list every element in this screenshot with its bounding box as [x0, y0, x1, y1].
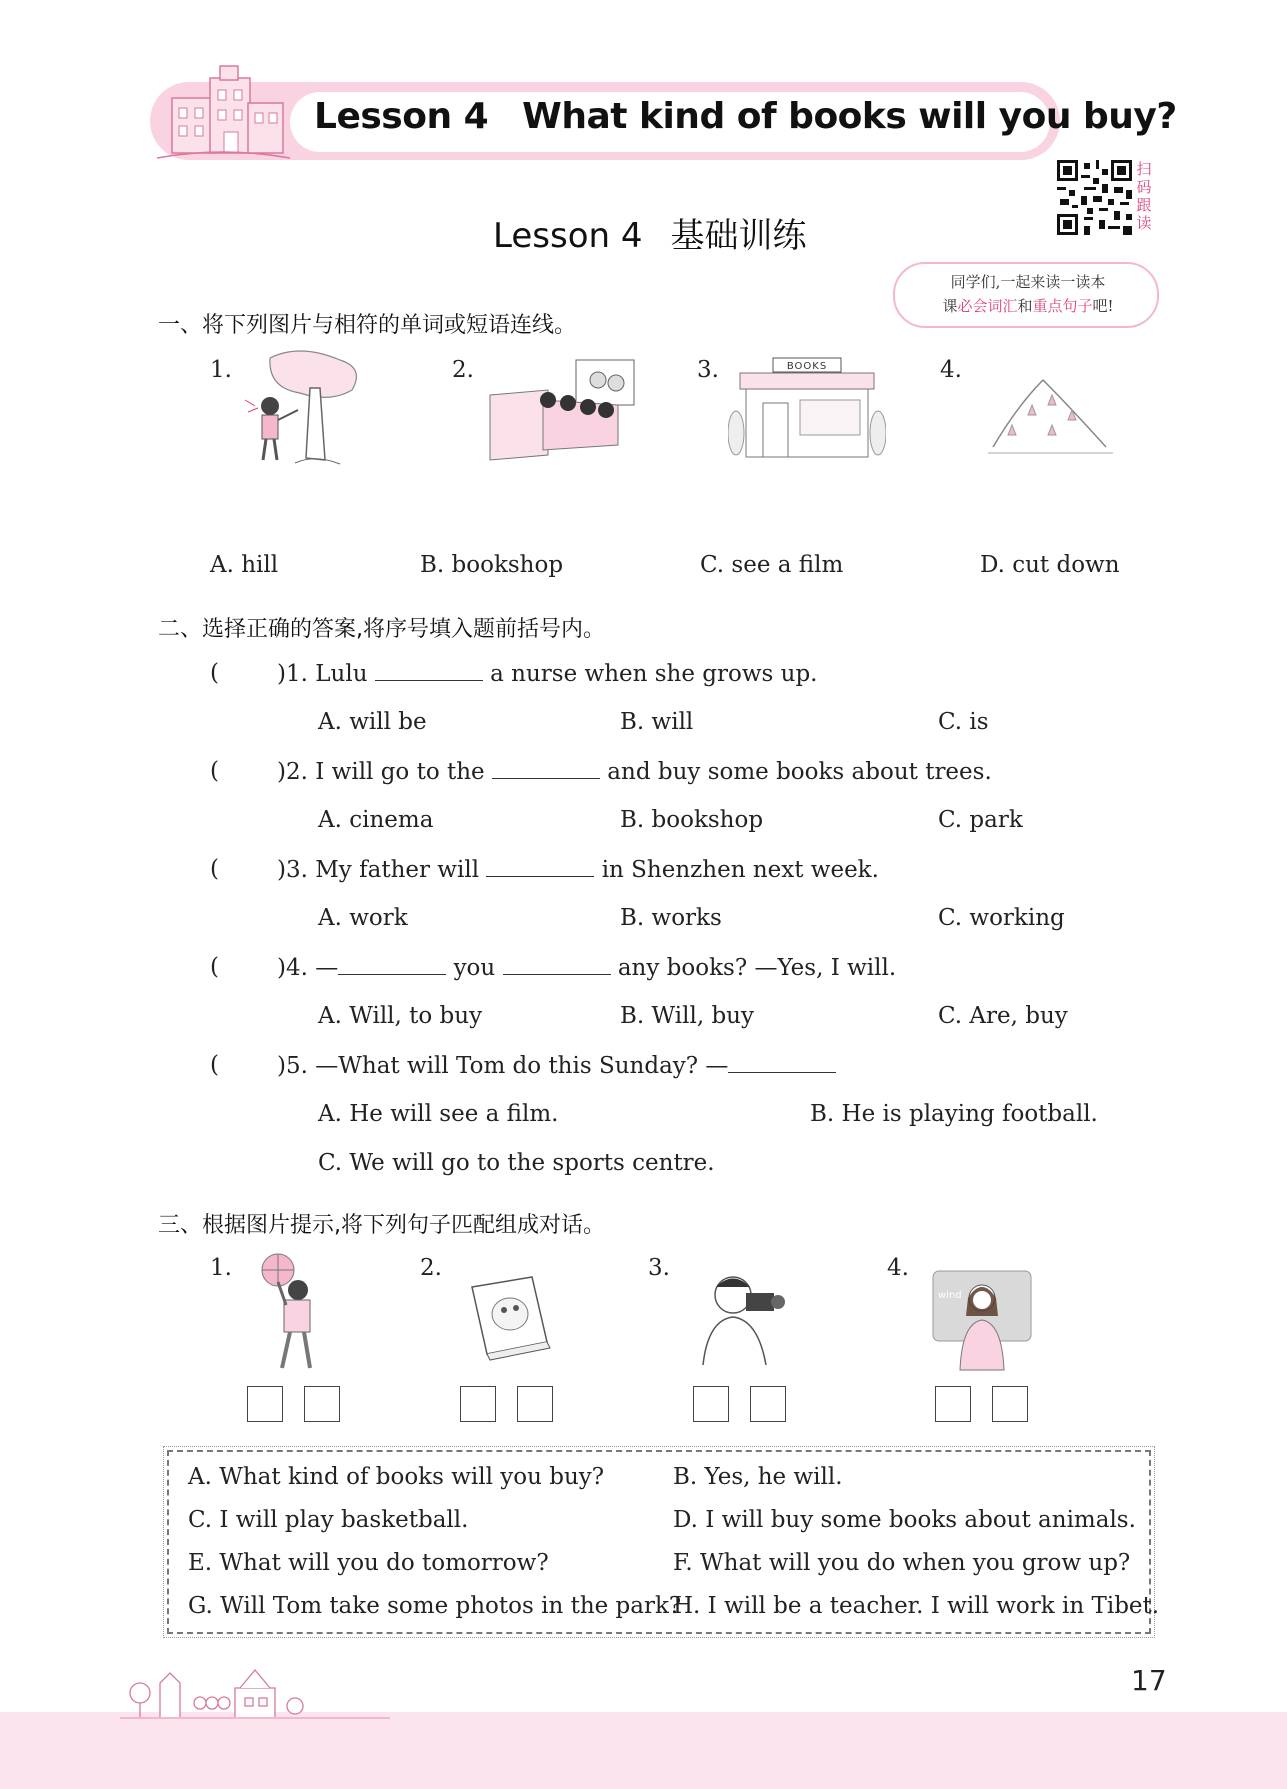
answer-paren-open: (	[210, 856, 219, 882]
subtitle-name: 基础训练	[670, 216, 807, 256]
page-subtitle	[493, 208, 806, 257]
sentence-option: B. Yes, he will.	[673, 1464, 843, 1490]
answer-box[interactable]	[750, 1386, 786, 1422]
answer-paren-close: )	[277, 857, 286, 883]
tip-bubble-text	[905, 270, 1151, 318]
question-number: 5.	[285, 1053, 308, 1079]
match-option: C. see a film	[700, 552, 844, 578]
sentence-option: G. Will Tom take some photos in the park?	[188, 1593, 682, 1619]
question-number: 3.	[285, 857, 308, 883]
tip-vocab: 必会词汇	[957, 297, 1018, 315]
animal-book-picture	[462, 1272, 554, 1364]
sentence-option: D. I will buy some books about animals.	[673, 1507, 1136, 1533]
question-text: —	[315, 955, 339, 981]
picture-number: 3.	[697, 357, 719, 383]
question-number: 1.	[285, 661, 308, 687]
answer-blank[interactable]	[503, 954, 611, 975]
cut-down-tree-picture	[240, 348, 370, 473]
question-1	[277, 660, 818, 687]
picture-number: 3.	[648, 1255, 670, 1281]
town-decoration-icon	[120, 1648, 390, 1720]
answer-paren-open: (	[210, 1052, 219, 1078]
question-number: 2.	[285, 759, 308, 785]
answer-box[interactable]	[460, 1386, 496, 1422]
tip-text: 课	[942, 297, 958, 315]
answer-paren-open: (	[210, 954, 219, 980]
choice-option: A. He will see a film.	[318, 1101, 559, 1127]
question-text: —What will Tom do this Sunday? —	[315, 1053, 729, 1079]
choice-option: B. Will, buy	[620, 1003, 754, 1029]
choice-option: A. work	[318, 905, 408, 931]
sentence-option: A. What kind of books will you buy?	[188, 1464, 605, 1490]
question-text: in Shenzhen next week.	[601, 857, 879, 883]
answer-blank[interactable]	[492, 758, 600, 779]
match-option: D. cut down	[980, 552, 1120, 578]
question-text: I will go to the	[315, 759, 485, 785]
board-word: wind	[938, 1290, 962, 1301]
choice-option: C. is	[938, 709, 989, 735]
answer-box[interactable]	[304, 1386, 340, 1422]
picture-number: 4.	[887, 1255, 909, 1281]
section-2-heading: 二、选择正确的答案,将序号填入题前括号内。	[158, 617, 605, 642]
question-2	[277, 758, 992, 785]
choice-option: C. working	[938, 905, 1065, 931]
answer-paren-open: (	[210, 758, 219, 784]
scan-label: 扫码跟读	[1136, 160, 1152, 232]
answer-box[interactable]	[935, 1386, 971, 1422]
choice-option: C. Are, buy	[938, 1003, 1068, 1029]
section-3-heading: 三、根据图片提示,将下列句子匹配组成对话。	[158, 1213, 605, 1238]
lesson-name: What kind of books will you buy?	[522, 96, 1177, 137]
match-option: B. bookshop	[420, 552, 564, 578]
tip-line-1: 同学们,一起来读一读本	[950, 273, 1106, 291]
bookshop-sign: BOOKS	[786, 361, 828, 372]
question-3	[277, 856, 879, 883]
question-5	[277, 1052, 836, 1079]
answer-paren-close: )	[277, 1053, 286, 1079]
choice-option: B. will	[620, 709, 694, 735]
question-text: any books? —Yes, I will.	[617, 955, 897, 981]
answer-blank[interactable]	[728, 1052, 836, 1073]
hill-picture	[988, 365, 1113, 460]
teacher-picture	[930, 1268, 1035, 1373]
answer-paren-close: )	[277, 955, 286, 981]
choice-option: C. We will go to the sports centre.	[318, 1150, 715, 1176]
bookshop-picture	[728, 355, 886, 465]
sentence-option: F. What will you do when you grow up?	[673, 1550, 1131, 1576]
answer-blank[interactable]	[375, 660, 483, 681]
answer-box[interactable]	[992, 1386, 1028, 1422]
choice-option: B. He is playing football.	[810, 1101, 1098, 1127]
sentence-option: E. What will you do tomorrow?	[188, 1550, 549, 1576]
answer-blank[interactable]	[338, 954, 446, 975]
question-text: Lulu	[315, 661, 368, 687]
photographer-picture	[688, 1265, 798, 1370]
choice-option: B. bookshop	[620, 807, 764, 833]
answer-box[interactable]	[247, 1386, 283, 1422]
sentence-option: C. I will play basketball.	[188, 1507, 469, 1533]
picture-number: 2.	[452, 357, 474, 383]
question-4	[277, 954, 896, 981]
answer-paren-close: )	[277, 759, 286, 785]
subtitle-lesson: Lesson 4	[493, 216, 643, 256]
basketball-boy-picture	[250, 1250, 340, 1380]
qr-code-icon[interactable]	[1057, 160, 1132, 235]
answer-box[interactable]	[693, 1386, 729, 1422]
choice-option: B. works	[620, 905, 722, 931]
picture-number: 2.	[420, 1255, 442, 1281]
lesson-label: Lesson 4	[314, 96, 489, 137]
picture-number: 1.	[210, 357, 232, 383]
question-text: you	[453, 955, 496, 981]
picture-number: 4.	[940, 357, 962, 383]
answer-blank[interactable]	[486, 856, 594, 877]
section-1-heading: 一、将下列图片与相符的单词或短语连线。	[158, 313, 577, 338]
choice-option: C. park	[938, 807, 1023, 833]
tip-and: 和	[1017, 297, 1033, 315]
choice-option: A. cinema	[318, 807, 434, 833]
sentence-option: H. I will be a teacher. I will work in Tibet.	[673, 1593, 1160, 1619]
school-building-icon	[152, 58, 292, 168]
answer-paren-close: )	[277, 661, 286, 687]
tip-line-2	[905, 294, 1151, 318]
picture-number: 1.	[210, 1255, 232, 1281]
question-number: 4.	[285, 955, 308, 981]
choice-option: A. will be	[318, 709, 427, 735]
cinema-picture	[488, 355, 638, 465]
choice-option: A. Will, to buy	[318, 1003, 483, 1029]
answer-box[interactable]	[517, 1386, 553, 1422]
tip-sentences: 重点句子	[1032, 297, 1093, 315]
question-text: a nurse when she grows up.	[490, 661, 818, 687]
question-text: My father will	[315, 857, 480, 883]
footer-band	[0, 1712, 1287, 1789]
question-text: and buy some books about trees.	[607, 759, 992, 785]
page-number: 17	[1131, 1664, 1167, 1697]
lesson-title	[314, 96, 1177, 137]
tip-end: 吧!	[1092, 297, 1114, 315]
answer-paren-open: (	[210, 660, 219, 686]
match-option: A. hill	[210, 552, 279, 578]
